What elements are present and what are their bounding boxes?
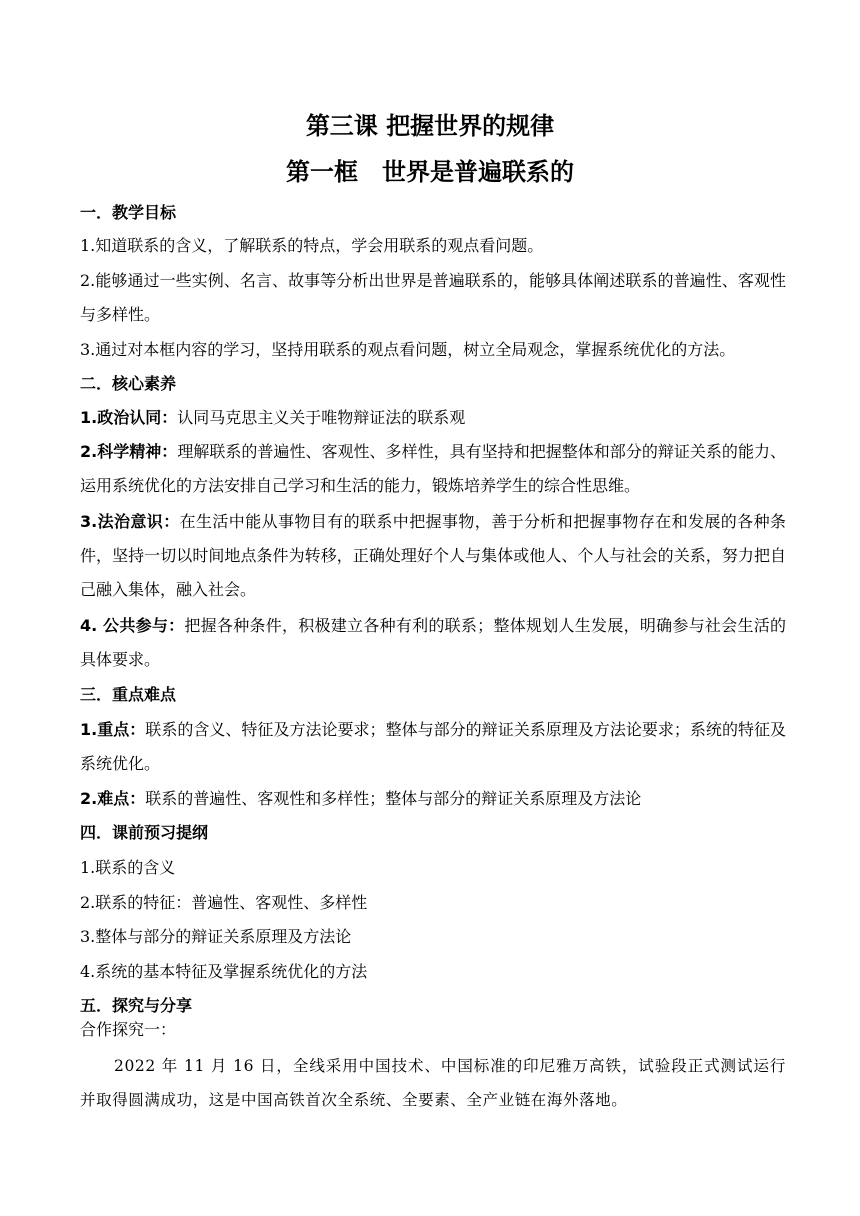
literacy-label-4: 4. 公共参与： (80, 616, 185, 635)
keypoint-text-2: 联系的普遍性、客观性和多样性；整体与部分的辩证关系原理及方法论 (145, 789, 642, 808)
literacy-text-1: 认同马克思主义关于唯物辩证法的联系观 (177, 408, 466, 427)
goal-item-3: 3.通过对本框内容的学习，坚持用联系的观点看问题，树立全局观念，掌握系统优化的方法。 (80, 340, 736, 359)
lesson-title: 第三课 把握世界的规律 (305, 112, 555, 140)
literacy-label-1: 1.政治认同： (80, 408, 178, 427)
literacy-text-3: 在生活中能从事物目有的联系中把握事物，善于分析和把握事物存在和发展的各种条件，坚持一切以时间地点条件为转移，正确处理好个人与集体或他人、个人与社会的关系，努力把自己融入集体，融入社会。 (80, 512, 786, 599)
explore-subheading: 合作探究一： (80, 1020, 177, 1039)
explore-case-paragraph: 2022 年 11 月 16 日，全线采用中国技术、中国标准的印尼雅万高铁，试验段正式测试运行并取得圆满成功，这是中国高铁首次全系统、全要素、全产业链在海外落地。 (80, 1057, 786, 1109)
goal-item-1: 1.知道联系的含义，了解联系的特点，学会用联系的观点看问题。 (80, 236, 544, 255)
literacy-item-1 (80, 401, 786, 435)
literacy-text-4: 把握各种条件，积极建立各种有利的联系；整体规划人生发展，明确参与社会生活的具体要求。 (80, 616, 786, 669)
literacy-item-2 (80, 435, 786, 503)
section-heading-explore: 五．探究与分享 (80, 996, 193, 1015)
section-heading-goals: 一．教学目标 (80, 203, 177, 222)
section-heading-literacy: 二．核心素养 (80, 374, 177, 393)
literacy-item-3 (80, 505, 786, 607)
keypoint-item-1 (80, 713, 786, 781)
lesson-subtitle: 第一框 世界是普遍联系的 (286, 158, 574, 186)
literacy-label-2: 2.科学精神： (80, 442, 178, 461)
literacy-label-3: 3.法治意识： (80, 512, 180, 531)
goal-item-2: 2.能够通过一些实例、名言、故事等分析出世界是普遍联系的，能够具体阐述联系的普遍性、客观性与多样性。 (80, 271, 786, 324)
preview-item-1: 1.联系的含义 (80, 858, 176, 877)
preview-item-4: 4.系统的基本特征及掌握系统优化的方法 (80, 962, 368, 981)
preview-item-3: 3.整体与部分的辩证关系原理及方法论 (80, 927, 352, 946)
section-heading-keypoints: 三．重点难点 (80, 685, 177, 704)
literacy-item-4 (80, 609, 786, 677)
literacy-text-2: 理解联系的普遍性、客观性、多样性，具有坚持和把握整体和部分的辩证关系的能力、运用系统优化的方法安排自己学习和生活的能力，锻炼培养学生的综合性思维。 (80, 442, 786, 495)
section-heading-preview: 四．课前预习提纲 (80, 823, 209, 842)
keypoint-text-1: 联系的含义、特征及方法论要求；整体与部分的辩证关系原理及方法论要求；系统的特征及系统优化。 (80, 720, 786, 773)
keypoint-label-2: 2.难点： (80, 789, 146, 808)
preview-item-2: 2.联系的特征：普遍性、客观性、多样性 (80, 893, 368, 912)
keypoint-label-1: 1.重点： (80, 720, 146, 739)
keypoint-item-2 (80, 782, 786, 816)
